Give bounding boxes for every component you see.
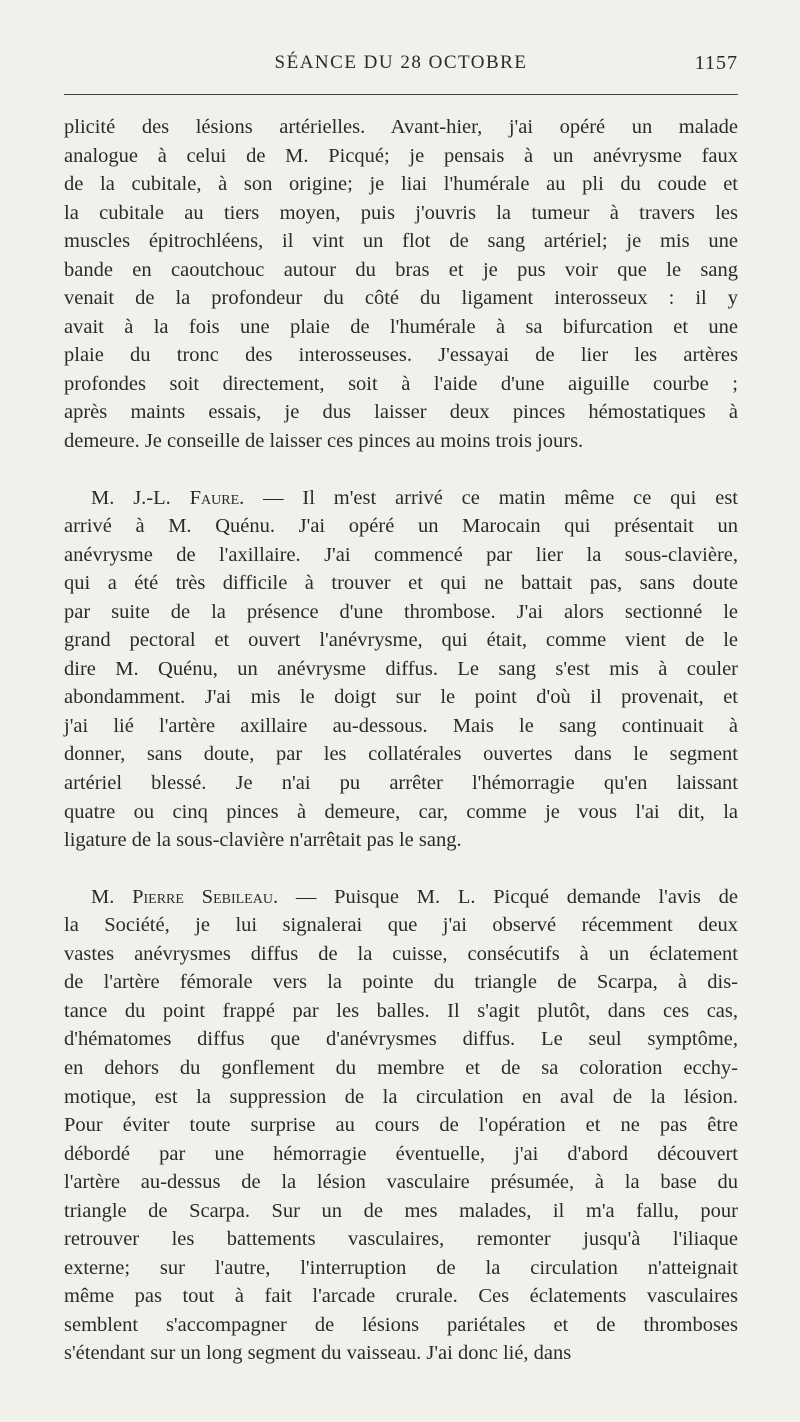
header-rule [64, 94, 738, 95]
text-line: l'artère au-dessus de la lésion vasculaire présumée, à la base du [64, 1171, 738, 1194]
text-line: profondes soit directement, soit à l'aide d'une aiguille courbe ; [64, 372, 738, 395]
page-header [64, 52, 738, 82]
paragraph-continuation [64, 113, 738, 456]
paragraph-first-line [64, 484, 738, 513]
text-line: artériel blessé. Je n'ai pu arrêter l'hémorragie qu'en laissant [64, 772, 738, 795]
text-line: muscles épitrochléens, il vint un flot de sang artériel; je mis une [64, 230, 738, 253]
paragraph-faure [64, 484, 738, 855]
text-line: débordé par une hémorragie éventuelle, j'ai d'abord découvert [64, 1142, 738, 1165]
paragraph-sebileau [64, 883, 738, 1368]
speaker-name: M. Pierre Sebileau. [91, 885, 279, 908]
text-line: quatre ou cinq pinces à demeure, car, comme je vous l'ai dit, la [64, 800, 738, 823]
page-number: 1157 [694, 52, 738, 74]
text-line: plicité des lésions artérielles. Avant-hier, j'ai opéré un malade [64, 116, 738, 138]
body-text [64, 113, 738, 1368]
text-line: triangle de Scarpa. Sur un de mes malades, il m'a fallu, pour [64, 1199, 738, 1222]
text-line: par suite de la présence d'une thrombose. J'ai alors sectionné le [64, 600, 738, 623]
text-line: retrouver les battements vasculaires, remonter jusqu'à l'iliaque [64, 1228, 738, 1251]
text-line: j'ai lié l'artère axillaire au-dessous. Mais le sang continuait à [64, 714, 738, 737]
text-line: en dehors du gonflement du membre et de sa coloration ecchy- [64, 1056, 738, 1079]
text-line: tance du point frappé par les balles. Il s'agit plutôt, dans ces cas, [64, 999, 738, 1022]
text-line: anévrysme de l'axillaire. J'ai commencé par lier la sous-clavière, [64, 543, 738, 566]
text-line: de l'artère fémorale vers la pointe du triangle de Scarpa, à dis- [64, 971, 738, 994]
text-line: d'hématomes diffus que d'anévrysmes diffus. Le seul symptôme, [64, 1028, 738, 1051]
first-line-text: — Puisque M. L. Picqué demande l'avis de [278, 885, 738, 908]
text-line: qui a été très difficile à trouver et qui ne battait pas, sans doute [64, 572, 738, 595]
running-title: SÉANCE DU 28 OCTOBRE [274, 52, 528, 73]
text-line: avait à la fois une plaie de l'humérale à sa bifurcation et une [64, 315, 738, 338]
text-line: la Société, je lui signalerai que j'ai observé récemment deux [64, 914, 738, 937]
text-line: arrivé à M. Quénu. J'ai opéré un Marocain qui présentait un [64, 515, 738, 538]
text-line: ligature de la sous-clavière n'arrêtait pas le sang. [64, 829, 462, 852]
text-line: la cubitale au tiers moyen, puis j'ouvris la tumeur à travers les [64, 201, 738, 224]
text-line: même pas tout à fait l'arcade crurale. Ces éclatements vasculaires [64, 1285, 738, 1308]
text-line: externe; sur l'autre, l'interruption de la circulation n'atteignait [64, 1256, 738, 1279]
speaker-name: M. J.-L. Faure. [91, 486, 245, 509]
text-line: donner, sans doute, par les collatérales ouvertes dans le segment [64, 743, 738, 766]
text-line: bande en caoutchouc autour du bras et je pus voir que le sang [64, 258, 738, 281]
text-line: demeure. Je conseille de laisser ces pinces au moins trois jours. [64, 430, 584, 453]
text-line: de la cubitale, à son origine; je liai l'humérale au pli du coude et [64, 173, 738, 196]
text-line: après maints essais, je dus laisser deux pinces hémostatiques à [64, 401, 738, 424]
paragraph-first-line [64, 883, 738, 912]
text-line: vastes anévrysmes diffus de la cuisse, consécutifs à un éclatement [64, 942, 738, 965]
text-line: dire M. Quénu, un anévrysme diffus. Le sang s'est mis à couler [64, 657, 738, 680]
first-line-text: — Il m'est arrivé ce matin même ce qui est [244, 486, 738, 509]
text-line: s'étendant sur un long segment du vaisseau. J'ai donc lié, dans [64, 1342, 572, 1365]
text-line: semblent s'accompagner de lésions pariétales et de thromboses [64, 1313, 738, 1336]
text-line: abondamment. J'ai mis le doigt sur le point d'où il provenait, et [64, 686, 738, 709]
text-line: plaie du tronc des interosseuses. J'essayai de lier les artères [64, 344, 738, 367]
text-line: analogue à celui de M. Picqué; je pensais à un anévrysme faux [64, 144, 738, 167]
text-line: motique, est la suppression de la circulation en aval de la lésion. [64, 1085, 738, 1108]
text-line: grand pectoral et ouvert l'anévrysme, qui était, comme vient de le [64, 629, 738, 652]
text-line: Pour éviter toute surprise au cours de l'opération et ne pas être [64, 1114, 738, 1137]
text-line: venait de la profondeur du côté du ligament interosseux : il y [64, 287, 738, 310]
